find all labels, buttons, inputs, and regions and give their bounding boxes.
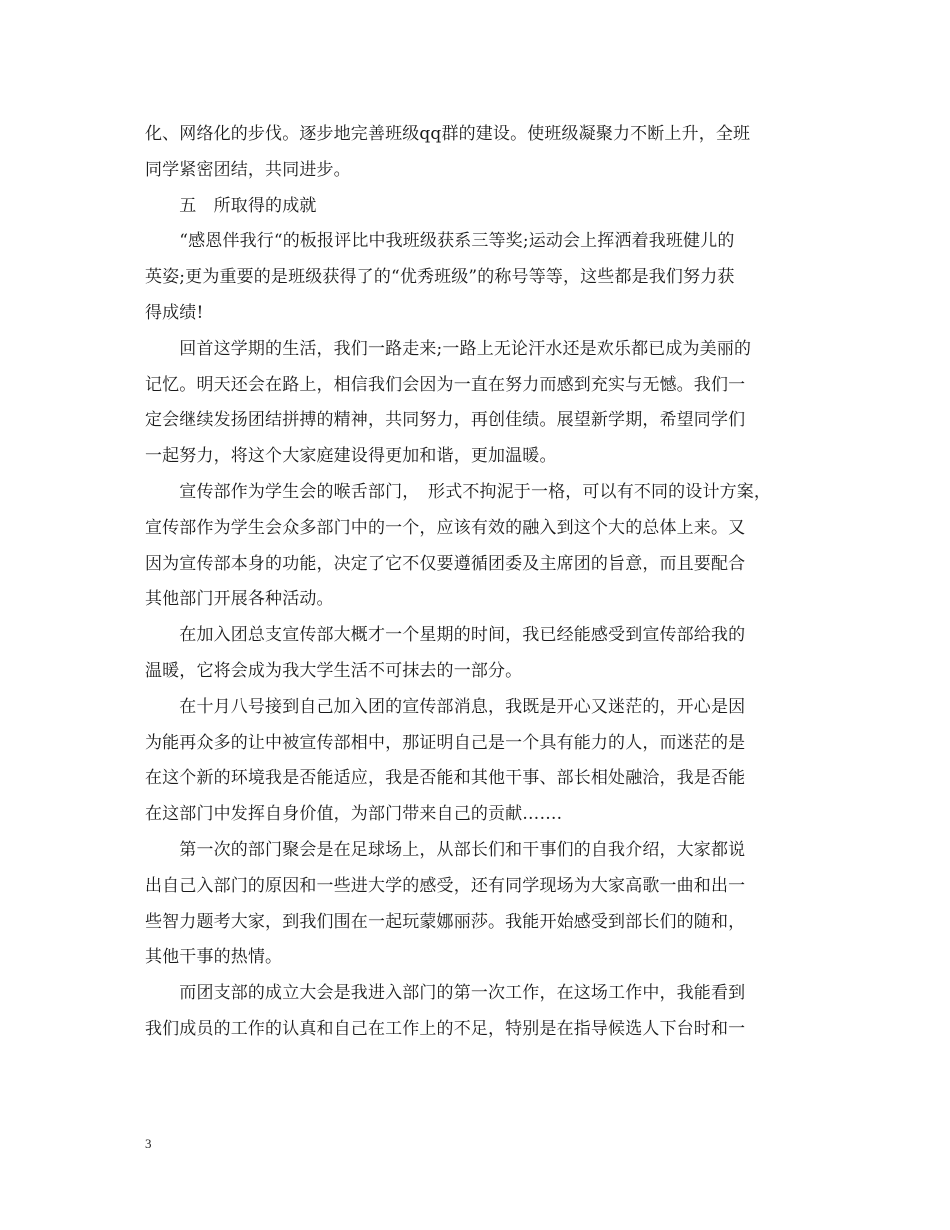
text-line: 一起努力，将这个大家庭建设得更加和谐，更加温暖。: [145, 446, 557, 467]
text-line: 出自己入部门的原因和一些进大学的感受，还有同学现场为大家高歌一曲和出一: [145, 875, 746, 896]
text-line: 我们成员的工作的认真和自己在工作上的不足，特别是在指导候选人下台时和一: [145, 1018, 746, 1039]
text-line: “感恩伴我行“的板报评比中我班级获系三等奖;运动会上挥洒着我班健儿的: [145, 231, 735, 252]
text-line: 其他部门开展各种活动。: [145, 589, 334, 610]
page-number: 3: [145, 1136, 152, 1151]
text-line: 而团支部的成立大会是我进入部门的第一次工作，在这场工作中，我能看到: [145, 983, 746, 1004]
text-line: 宣传部作为学生会众多部门中的一个，应该有效的融入到这个大的总体上来。又: [145, 517, 746, 538]
section-heading: 五 所取得的成就: [145, 195, 317, 216]
text-line: 第一次的部门聚会是在足球场上，从部长们和干事们的自我介绍，大家都说: [145, 839, 746, 860]
text-line: 因为宣传部本身的功能，决定了它不仅要遵循团委及主席团的旨意，而且要配合: [145, 553, 746, 574]
text-line: 同学紧密团结，共同进步。: [145, 159, 351, 180]
text-line: 化、网络化的步伐。逐步地完善班级qq群的建设。使班级凝聚力不断上升，全班: [145, 124, 751, 144]
text-line: 在这个新的环境我是否能适应，我是否能和其他干事、部长相处融洽，我是否能: [145, 768, 746, 789]
text-line: 温暖，它将会成为我大学生活不可抹去的一部分。: [145, 660, 523, 681]
body-text: [145, 117, 815, 1048]
text-line: 定会继续发扬团结拼搏的精神，共同努力，再创佳绩。展望新学期，希望同学们: [145, 410, 746, 431]
text-line: 在加入团总支宣传部大概才一个星期的时间，我已经能感受到宣传部给我的: [145, 625, 746, 646]
text-line: 英姿;更为重要的是班级获得了的“优秀班级”的称号等等，这些都是我们努力获: [145, 267, 735, 288]
text-line: 记忆。明天还会在路上，相信我们会因为一直在努力而感到充实与无憾。我们一: [145, 374, 746, 395]
text-line: 其他干事的热情。: [145, 947, 283, 968]
text-line: 宣传部作为学生会的喉舌部门， 形式不拘泥于一格，可以有不同的设计方案，: [145, 481, 772, 502]
text-line: 在这部门中发挥自身价值，为部门带来自己的贡献…….: [145, 804, 563, 825]
text-line: 在十月八号接到自己加入团的宣传部消息，我既是开心又迷茫的，开心是因: [145, 696, 746, 717]
text-line: 些智力题考大家，到我们围在一起玩蒙娜丽莎。我能开始感受到部长们的随和，: [145, 911, 746, 932]
text-line: 为能再众多的让中被宣传部相中，那证明自己是一个具有能力的人，而迷茫的是: [145, 732, 746, 753]
text-line: 得成绩!: [145, 302, 204, 323]
text-line: 回首这学期的生活，我们一路走来;一路上无论汗水还是欢乐都已成为美丽的: [145, 338, 752, 359]
